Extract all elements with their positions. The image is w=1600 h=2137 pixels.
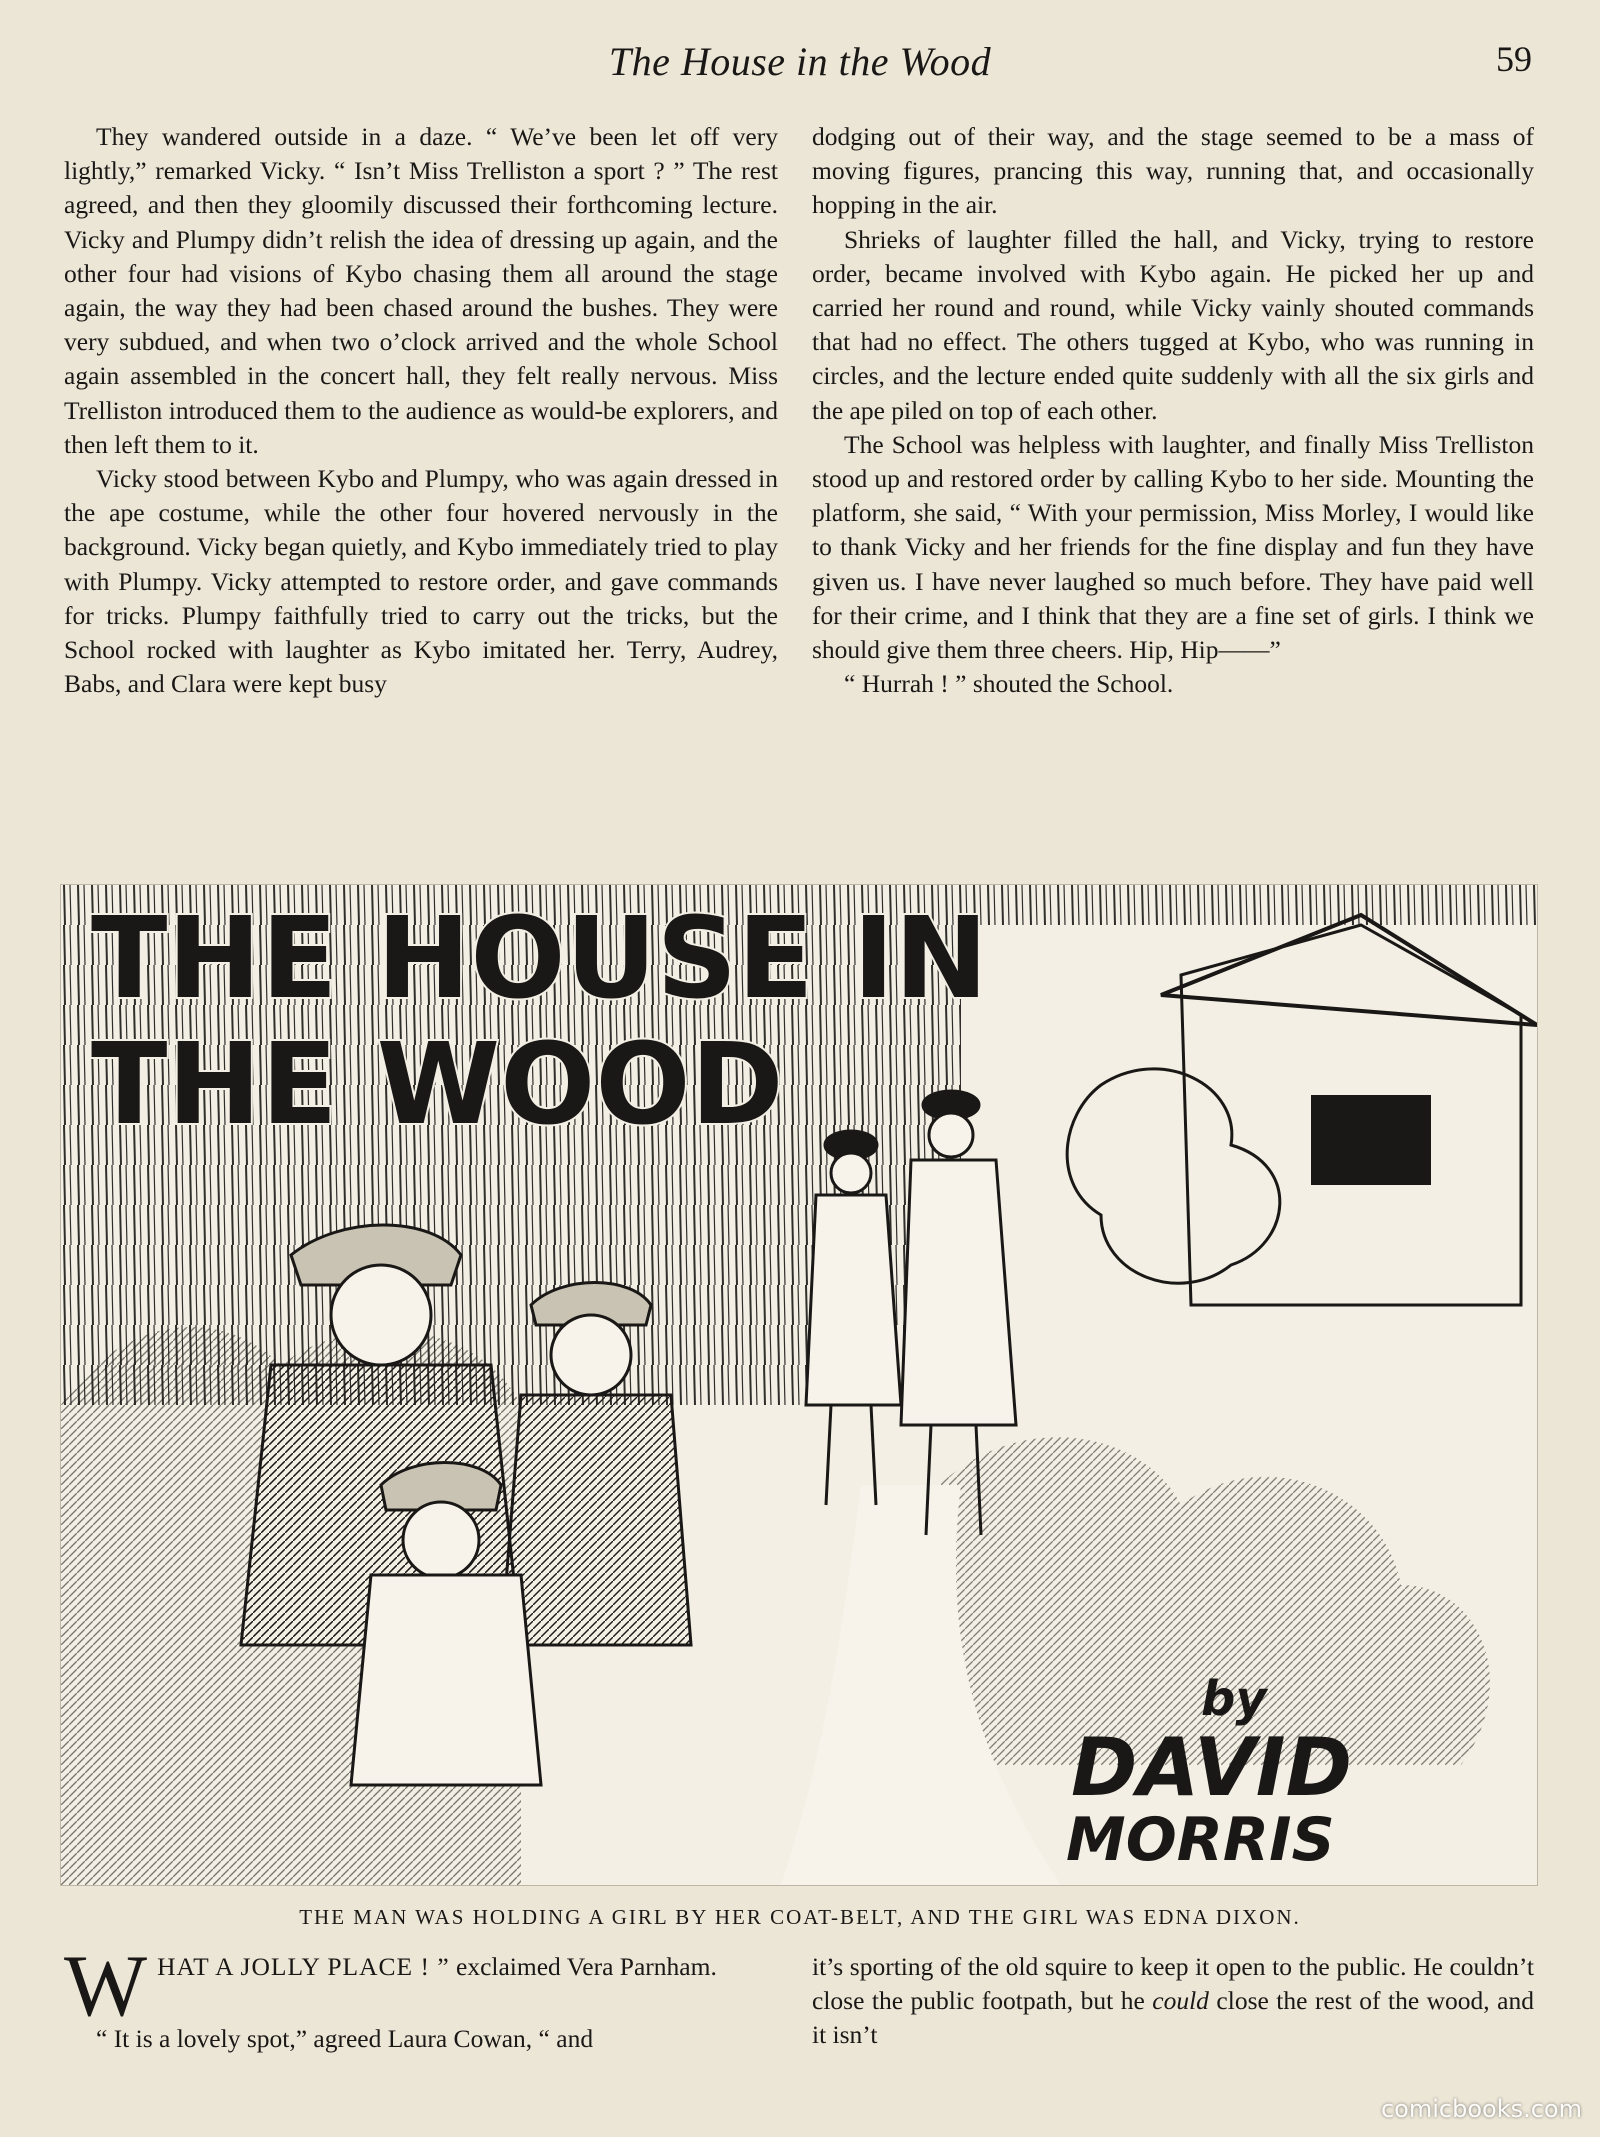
left-column — [64, 120, 778, 701]
paragraph: dodging out of their way, and the stage seemed to be a mass of moving figures, prancing this way, running that, and occasionally hopping in the air. — [812, 122, 1534, 220]
story-illustration — [60, 884, 1538, 1886]
paragraph: Shrieks of laughter filled the hall, and Vicky, trying to restore order, became involved with Kybo again. He picked her up and carried her round and round, while Vicky vainly shouted commands that had no effect. The others tugged at Kybo, who was running in circles, and the lecture ended quite suddenly with all the six girls and the ape piled on top of each other. — [812, 224, 1534, 425]
paragraph: The School was helpless with laughter, and finally Miss Trelliston stood up and restored order by calling Kybo to her side. Mounting the platform, she said, “ With your permission, Miss Morley, I would like to thank Vicky and her friends for the fine display and fun they have given us. I have never laughed so much before. They have paid well for their crime, and I think that they are a fine set of girls. I think we should give them three cheers. Hip, Hip——” — [812, 429, 1534, 665]
paragraph — [812, 1950, 1534, 2052]
running-title: The House in the Wood — [608, 39, 992, 84]
illustration-title-line2: THE WOOD — [91, 1020, 784, 1150]
author-line2: MORRIS — [1066, 1805, 1335, 1875]
text-run: close the rest of the wood, and it isn’t — [812, 1986, 1534, 2049]
emphasis: could — [1152, 1986, 1209, 2015]
running-head — [0, 38, 1600, 98]
paragraph: They wandered outside in a daze. “ We’ve been let off very lightly,” remarked Vicky. “ Isn’t Miss Trelliston a sport ? ” The rest agreed, and then they gloomily discussed their forthcoming lecture. Vicky and Plumpy didn’t relish the idea of dressing up again, and the other four had visions of Kybo chasing them all around the stage again, the way they had been chased around the bushes. They were very subdued, and when two o’clock arrived and the whole School again assembled in the concert hall, they felt really nervous. Miss Trelliston introduced them to the audience as would-be explorers, and then left them to it. — [64, 122, 778, 459]
paragraph: “ It is a lovely spot,” agreed Laura Cowan, “ and — [96, 2024, 594, 2053]
byline-prefix: by — [1201, 1671, 1267, 1727]
illustration-title-line1: THE HOUSE IN — [91, 894, 989, 1024]
story-opening-right — [812, 1950, 1534, 2052]
paragraph: Vicky stood between Kybo and Plumpy, who was again dressed in the ape costume, while the other four hovered nervously in the background. Vicky began quietly, and Kybo immediately tried to play with Plumpy. Vicky attempted to restore order, and gave commands for tricks. Plumpy faithfully tried to carry out the tricks, but the School rocked with laughter as Kybo imitated her. Terry, Audrey, Babs, and Clara were kept busy — [64, 464, 778, 699]
text-run: it’s sporting of the old squire to keep it open to the public. He couldn’t close the public footpath, but he — [812, 1952, 1534, 2015]
illustration-caption: THE MAN WAS HOLDING A GIRL BY HER COAT-BELT, AND THE GIRL WAS EDNA DIXON. — [299, 1905, 1301, 1929]
author-line1: DAVID — [1071, 1721, 1352, 1814]
story-opening-left — [64, 1938, 778, 2056]
opening-text: exclaimed Vera Parnham. — [456, 1952, 717, 1981]
paragraph: “ Hurrah ! ” shouted the School. — [844, 669, 1174, 699]
drop-cap: W — [64, 1938, 148, 2035]
opening-paragraph — [64, 1938, 778, 2035]
opening-smallcaps: HAT A JOLLY PLACE ! ” — [157, 1952, 450, 1981]
right-column — [812, 120, 1534, 701]
page-number: 59 — [1496, 39, 1532, 79]
watermark: comicbooks.com — [1380, 2095, 1582, 2123]
